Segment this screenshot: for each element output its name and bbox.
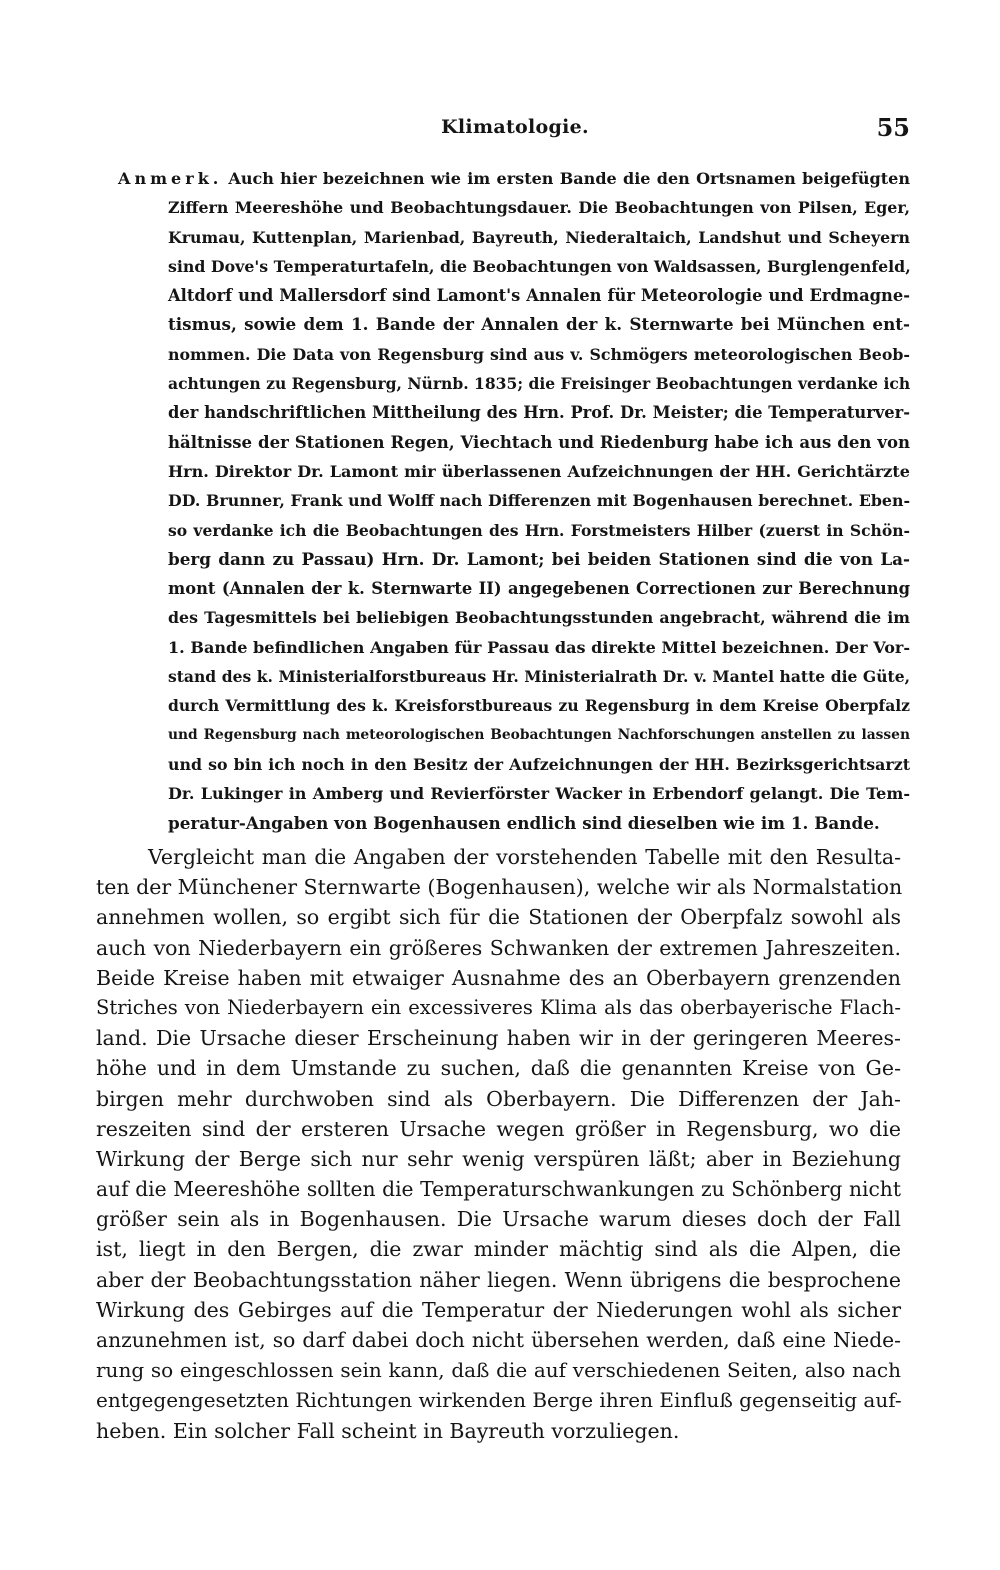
footnote-line: und so bin ich noch in den Besitz der Aufzeichnungen der HH. Bezirksgerichtsarzt [168, 754, 910, 774]
footnote-line: Ziffern Meereshöhe und Beobachtungsdauer. Die Beobachtungen von Pilsen, Eger, [168, 198, 910, 218]
footnote-line-text: Auch hier bezeichnen wie im ersten Bande die den Ortsnamen beigefügten [228, 169, 910, 188]
paragraph-line: Striches von Niederbayern ein excessiveres Klima als das oberbayerische Flach- [96, 995, 901, 1019]
footnote-line: peratur-Angaben von Bogenhausen endlich sind dieselben wie im 1. Bande. [168, 812, 880, 833]
paragraph-line: Beide Kreise haben mit etwaiger Ausnahme des an Oberbayern grenzenden [96, 965, 901, 990]
footnote-line: der handschriftlichen Mittheilung des Hrn. Prof. Dr. Meister; die Temperaturver- [168, 403, 910, 423]
main-paragraph [96, 842, 901, 1446]
footnote-line: so verdanke ich die Beobachtungen des Hrn. Forstmeisters Hilber (zuerst in Schön- [168, 520, 910, 540]
footnote-line: Dr. Lukinger in Amberg und Revierförster Wacker in Erbendorf gelangt. Die Tem- [168, 784, 910, 804]
paragraph-line: heben. Ein solcher Fall scheint in Bayreuth vorzuliegen. [96, 1418, 680, 1443]
footnote-line: sind Dove's Temperaturtafeln, die Beobachtungen von Waldsassen, Burglengenfeld, [168, 256, 911, 276]
paragraph-line: anzunehmen ist, so darf dabei doch nicht übersehen werden, daß eine Niede- [96, 1328, 901, 1352]
paragraph-line: entgegengesetzten Richtungen wirkenden Berge ihren Einfluß gegenseitig auf- [96, 1388, 902, 1413]
paragraph-line: birgen mehr durchwoben sind als Oberbayern. Die Differenzen der Jah- [96, 1086, 901, 1111]
paragraph-line: reszeiten sind der ersteren Ursache wegen größer in Regensburg, wo die [96, 1116, 901, 1141]
paragraph-line: auf die Meereshöhe sollten die Temperaturschwankungen zu Schönberg nicht [96, 1177, 901, 1202]
footnote-line: Krumau, Kuttenplan, Marienbad, Bayreuth, Niederaltaich, Landshut und Scheyern [168, 227, 910, 247]
footnote-line: DD. Brunner, Frank und Wolff nach Differenzen mit Bogenhausen berechnet. Eben- [168, 491, 910, 511]
footnote-line: Altdorf und Mallersdorf sind Lamont's Annalen für Meteorologie und Erdmagne- [168, 286, 910, 306]
footnote-line: tismus, sowie dem 1. Bande der Annalen der k. Sternwarte bei München ent- [168, 314, 910, 335]
paragraph-line: ten der Münchener Sternwarte (Bogenhausen), welche wir als Normalstation [96, 875, 903, 900]
paragraph-line: ist, liegt in den Bergen, die zwar minder mächtig sind als die Alpen, die [96, 1237, 901, 1262]
paragraph-line: rung so eingeschlossen sein kann, daß die auf verschiedenen Seiten, also nach [96, 1358, 901, 1383]
footnote-block [118, 164, 910, 838]
running-head [120, 113, 910, 148]
footnote-line: berg dann zu Passau) Hrn. Dr. Lamont; bei beiden Stationen sind die von La- [168, 548, 910, 569]
footnote-line [118, 164, 910, 193]
footnote-line: stand des k. Ministerialforstbureaus Hr. Ministerialrath Dr. v. Mantel hatte die Güte, [168, 667, 910, 687]
paragraph-line: land. Die Ursache dieser Erscheinung haben wir in der geringeren Meeres- [96, 1026, 901, 1051]
footnote-label: Anmerk. [118, 169, 223, 188]
paragraph-line: aber der Beobachtungsstation näher liegen. Wenn übrigens die besprochene [96, 1267, 901, 1292]
footnote-line: 1. Bande befindlichen Angaben für Passau das direkte Mittel bezeichnen. Der Vor- [168, 637, 910, 657]
paragraph-line: größer sein als in Bogenhausen. Die Ursache warum dieses doch der Fall [96, 1207, 901, 1232]
footnote-line: Hrn. Direktor Dr. Lamont mir überlassenen Aufzeichnungen der HH. Gerichtärzte [168, 461, 910, 481]
paragraph-line: Vergleicht man die Angaben der vorstehenden Tabelle mit den Resulta- [148, 845, 901, 869]
paragraph-line: annehmen wollen, so ergibt sich für die Stationen der Oberpfalz sowohl als [96, 905, 901, 930]
footnote-line: durch Vermittlung des k. Kreisforstbureaus zu Regensburg in dem Kreise Oberpfalz [168, 696, 910, 716]
paragraph-line: Wirkung der Berge sich nur sehr wenig verspüren läßt; aber in Beziehung [96, 1146, 901, 1171]
footnote-line: mont (Annalen der k. Sternwarte II) angegebenen Correctionen zur Berechnung [168, 579, 910, 599]
footnote-line: und Regensburg nach meteorologischen Beobachtungen Nachforschungen anstellen zu lassen [168, 726, 910, 743]
paragraph-line: auch von Niederbayern ein größeres Schwanken der extremen Jahreszeiten. [96, 935, 901, 960]
page-number: 55 [876, 113, 910, 142]
footnote-line: des Tagesmittels bei beliebigen Beobachtungsstunden angebracht, während die im [168, 608, 910, 628]
footnote-line: nommen. Die Data von Regensburg sind aus v. Schmögers meteorologischen Beob- [168, 344, 910, 364]
paragraph-line: höhe und in dem Umstande zu suchen, daß die genannten Kreise von Ge- [96, 1056, 901, 1081]
footnote-line: hältnisse der Stationen Regen, Viechtach und Riedenburg habe ich aus den von [168, 431, 910, 452]
running-title: Klimatologie. [441, 116, 589, 138]
footnote-line: achtungen zu Regensburg, Nürnb. 1835; die Freisinger Beobachtungen verdanke ich [168, 374, 911, 394]
paragraph-line: Wirkung des Gebirges auf die Temperatur der Niederungen wohl als sicher [96, 1297, 901, 1322]
